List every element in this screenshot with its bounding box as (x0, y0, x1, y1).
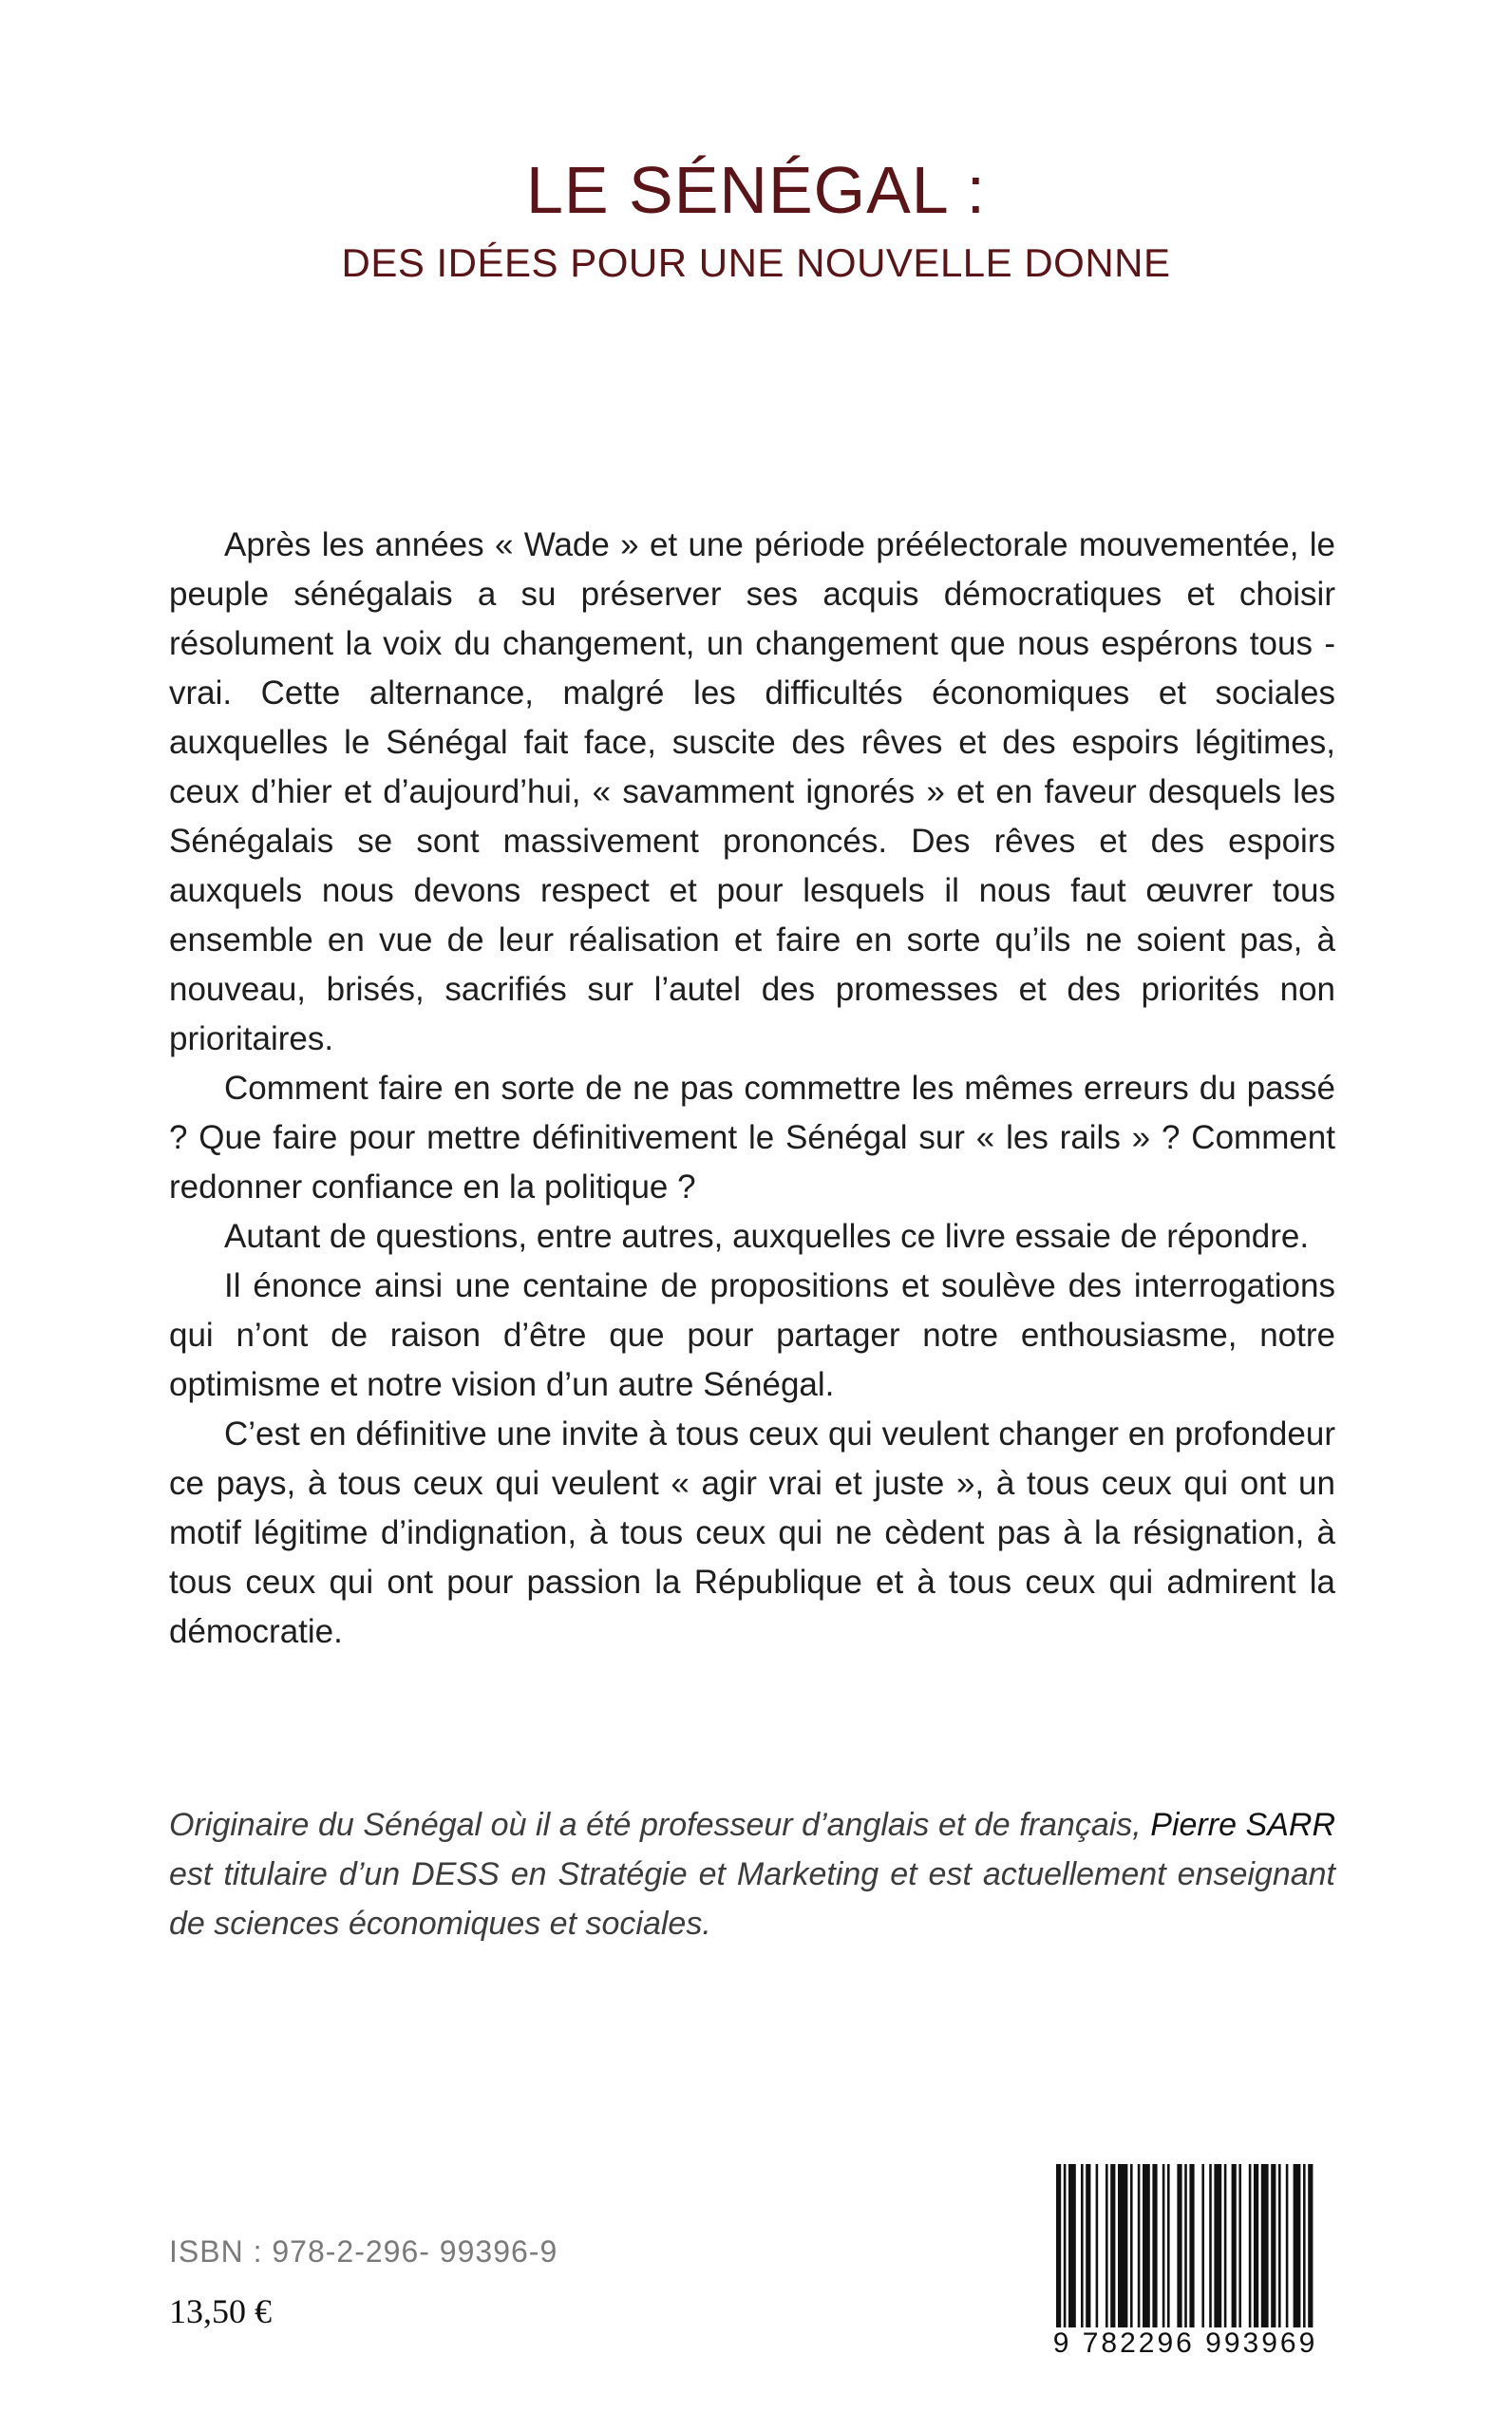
blurb-paragraph: C’est en définitive une invite à tous ceux qui veulent changer en profondeur ce pays, à tous ceux qui veulent « agir vrai et juste », à tous ceux qui ont un motif légitime d’indignation, à tous ceux qui ne cèdent pas à la résignation, à tous ceux qui ont pour passion la République et à tous ceux qui admirent la démocratie. (169, 1415, 1335, 1650)
barcode-bar (1118, 2164, 1127, 2330)
blurb-paragraph: Comment faire en sorte de ne pas commettre les mêmes erreurs du passé ? Que faire pour mettre définitivement le Sénégal sur « les rails » ? Comment redonner confiance en la politique ? (169, 1070, 1335, 1206)
barcode-bar (1177, 2164, 1181, 2330)
blurb-paragraph: Autant de questions, entre autres, auxquelles ce livre essaie de répondre. (224, 1218, 1310, 1255)
barcode-bar (1254, 2164, 1258, 2330)
barcode-bar (1224, 2164, 1227, 2330)
author-bio-text: Originaire du Sénégal où il a été professeur d’anglais et de français, (169, 1807, 1151, 1843)
barcode-bar (1143, 2164, 1150, 2330)
barcode-bars (1043, 2164, 1328, 2330)
barcode-bar (1110, 2164, 1115, 2330)
blurb-paragraph: Après les années « Wade » et une période préélectorale mouvementée, le peuple sénégalais a su préserver ses acquis démocratiques et choisir résolument la voix du changement, un changement que nous espérons tous - vrai. Cette alternance, malgré les difficultés économiques et sociales auxquelles le Sénégal fait face, suscite des rêves et des espoirs légitimes, ceux d’hier et d’aujourd’hui, « savamment ignorés » et en faveur desquels les Sénégalais se sont massivement prononcés. Des rêves et des espoirs auxquels nous devons respect et pour lesquels il nous faut œuvrer tous ensemble en vue de leur réalisation et faire en sorte qu’ils ne soient pas, à nouveau, brisés, sacrifiés sur l’autel des promesses et des priorités non prioritaires. (169, 526, 1335, 1057)
cover-title-block (0, 152, 1512, 287)
price: 13,50 € (169, 2292, 272, 2330)
author-bio (169, 1800, 1335, 1948)
barcode-bar (1152, 2164, 1157, 2330)
barcode-bar (1271, 2164, 1276, 2330)
barcode-bar (1096, 2164, 1099, 2330)
barcode-bar (1056, 2164, 1061, 2330)
barcode-bar (1294, 2164, 1301, 2330)
barcode-bar (1189, 2164, 1194, 2330)
barcode-bar (1308, 2164, 1313, 2330)
barcode-bar (1201, 2164, 1204, 2330)
barcode-bar (1249, 2164, 1252, 2330)
barcode (1043, 2164, 1328, 2368)
blurb-text (169, 521, 1335, 1657)
book-subtitle: DES IDÉES POUR UNE NOUVELLE DONNE (341, 240, 1171, 285)
barcode-bar (1086, 2164, 1090, 2330)
barcode-bar (1184, 2164, 1187, 2330)
barcode-bar (1162, 2164, 1165, 2330)
barcode-bar (1130, 2164, 1133, 2330)
barcode-bar (1303, 2164, 1306, 2330)
barcode-bar (1064, 2164, 1067, 2330)
barcode-bar (1138, 2164, 1141, 2330)
barcode-bar (1214, 2164, 1221, 2330)
barcode-bar (1286, 2164, 1289, 2330)
blurb-paragraph: Il énonce ainsi une centaine de propositions et soulève des interrogations qui n’ont de raison d’être que pour partager notre enthousiasme, notre optimisme et notre vision d’un autre Sénégal. (169, 1267, 1335, 1403)
barcode-digits: 9 782296 993969 (1043, 2327, 1328, 2360)
barcode-bar (1261, 2164, 1269, 2330)
author-bio-text: est titulaire d’un DESS en Stratégie et Marketing et est actuellement enseignant de sciences économiques et sociales. (169, 1856, 1335, 1942)
book-title: LE SÉNÉGAL : (525, 153, 987, 227)
author-name: Pierre SARR (1150, 1807, 1335, 1843)
barcode-bar (1238, 2164, 1241, 2330)
barcode-bar (1106, 2164, 1108, 2330)
barcode-bar (1167, 2164, 1170, 2330)
barcode-bar (1232, 2164, 1237, 2330)
barcode-bar (1068, 2164, 1076, 2330)
barcode-bar (1209, 2164, 1212, 2330)
barcode-bar (1081, 2164, 1084, 2330)
barcode-bar (1278, 2164, 1281, 2330)
isbn: ISBN : 978-2-296- 99396-9 (169, 2234, 558, 2269)
